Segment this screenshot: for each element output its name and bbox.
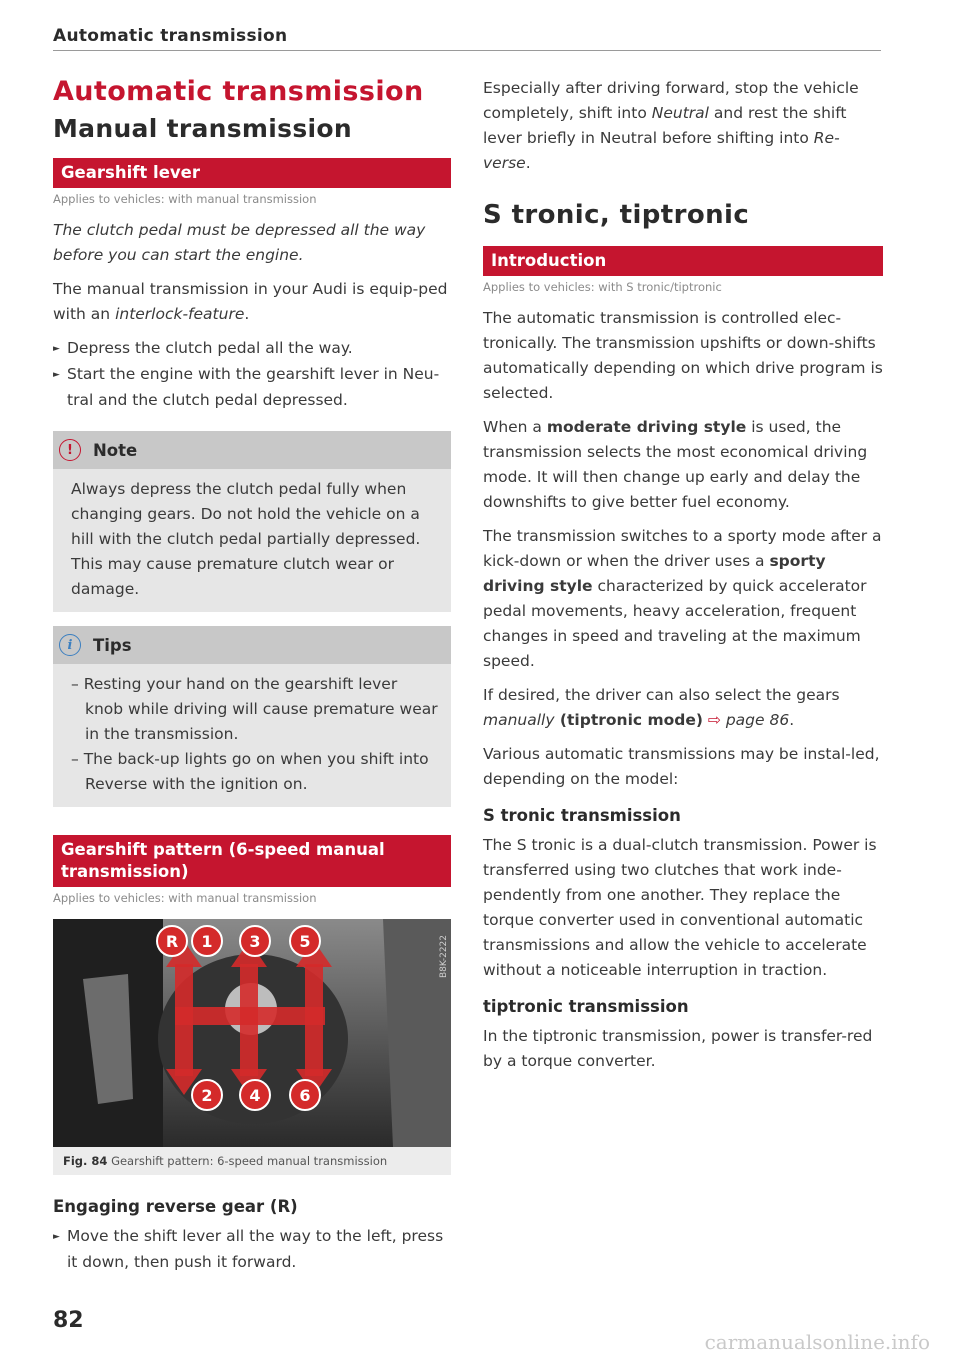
tip-item: – Resting your hand on the gearshift lever knob while driving will cause premature wear in the transmission. <box>71 675 438 743</box>
note-header: ! Note <box>53 431 451 469</box>
tiptronic-heading: tiptronic transmission <box>483 997 689 1016</box>
applies-note: Applies to vehicles: with manual transmission <box>53 192 317 206</box>
tip-item: – The back-up lights go on when you shift into Reverse with the ignition on. <box>71 750 429 793</box>
gear-badge-5: 5 <box>289 925 321 957</box>
introduction-bar: Introduction <box>483 246 883 276</box>
bullet-start: ► Start the engine with the gearshift lever in Neu-tral and the clutch pedal depressed. <box>53 362 451 413</box>
paragraph: If desired, the driver can also select the gears manually (tiptronic mode) ⇨ page 86. <box>483 686 840 729</box>
chapter-title: Automatic transmission <box>53 76 424 107</box>
bullet-depress: ► Depress the clutch pedal all the way. <box>53 336 451 362</box>
running-header: Automatic transmission <box>53 26 288 46</box>
s-tronic-heading: S tronic transmission <box>483 806 681 825</box>
header-rule <box>53 50 881 51</box>
gear-badge-1: 1 <box>191 925 223 957</box>
paragraph: In the tiptronic transmission, power is transfer-red by a torque converter. <box>483 1027 873 1070</box>
tips-header: i Tips <box>53 626 451 664</box>
gear-badge-3: 3 <box>239 925 271 957</box>
s-tronic-title: S tronic, tiptronic <box>483 200 750 230</box>
right-column <box>483 76 883 1083</box>
paragraph: The automatic transmission is controlled elec-tronically. The transmission upshifts or down-shifts automatically depending on which drive program is selected. <box>483 309 883 402</box>
gearshift-figure <box>53 919 451 1147</box>
left-column <box>53 72 451 1275</box>
tips-box <box>53 626 451 807</box>
paragraph: Various automatic transmissions may be instal-led, depending on the model: <box>483 745 880 788</box>
paragraph: The transmission switches to a sporty mode after a kick-down or when the driver uses a sporty driving style characterized by quick accelerator pedal movements, heavy acceleration, frequent changes in speed and traveling at the maximum speed. <box>483 527 882 670</box>
watermark: carmanualsonline.info <box>704 1330 930 1354</box>
interlock-paragraph: The manual transmission in your Audi is equip-ped with an interlock-feature. <box>53 280 448 323</box>
reverse-gear-heading: Engaging reverse gear (R) <box>53 1197 298 1216</box>
figure-code: B8K-2222 <box>439 935 449 979</box>
gearshift-lever-bar: Gearshift lever <box>53 158 451 188</box>
gear-badge-r: R <box>156 925 188 957</box>
info-icon: i <box>59 634 81 656</box>
note-box <box>53 431 451 612</box>
paragraph: When a moderate driving style is used, the transmission selects the most economical driving mode. It will then change up early and delay the downshifts to give better fuel economy. <box>483 418 868 511</box>
gearshift-pattern-bar: Gearshift pattern (6-speed manual transmission) <box>53 835 451 887</box>
gear-badge-2: 2 <box>191 1079 223 1111</box>
page-number: 82 <box>53 1308 84 1333</box>
page-link[interactable]: page 86 <box>725 711 790 729</box>
intro-text: The clutch pedal must be depressed all the way before you can start the engine. <box>53 221 426 264</box>
bullet-reverse: ► Move the shift lever all the way to the left, press it down, then push it forward. <box>53 1224 451 1275</box>
neutral-paragraph: Especially after driving forward, stop the vehicle completely, shift into Neutral and rest the shift lever briefly in Neutral before shifting into Re-verse. <box>483 79 859 172</box>
note-text: Always depress the clutch pedal fully when changing gears. Do not hold the vehicle on a hill with the clutch pedal partially depressed. This may cause premature clutch wear or damage. <box>71 480 421 598</box>
paragraph: The S tronic is a dual-clutch transmission. Power is transferred using two clutches that work inde-pendently from one another. They replace the torque converter used in conventional automatic transmissions and allow the vehicle to accelerate without a noticeable interruption in traction. <box>483 836 877 979</box>
gear-badge-6: 6 <box>289 1079 321 1111</box>
section-title: Manual transmission <box>53 114 352 143</box>
gear-badge-4: 4 <box>239 1079 271 1111</box>
figure-caption: Fig. 84 Gearshift pattern: 6-speed manual transmission <box>53 1147 451 1175</box>
applies-note: Applies to vehicles: with S tronic/tiptronic <box>483 280 722 294</box>
applies-note: Applies to vehicles: with manual transmission <box>53 891 317 905</box>
warning-icon: ! <box>59 439 81 461</box>
